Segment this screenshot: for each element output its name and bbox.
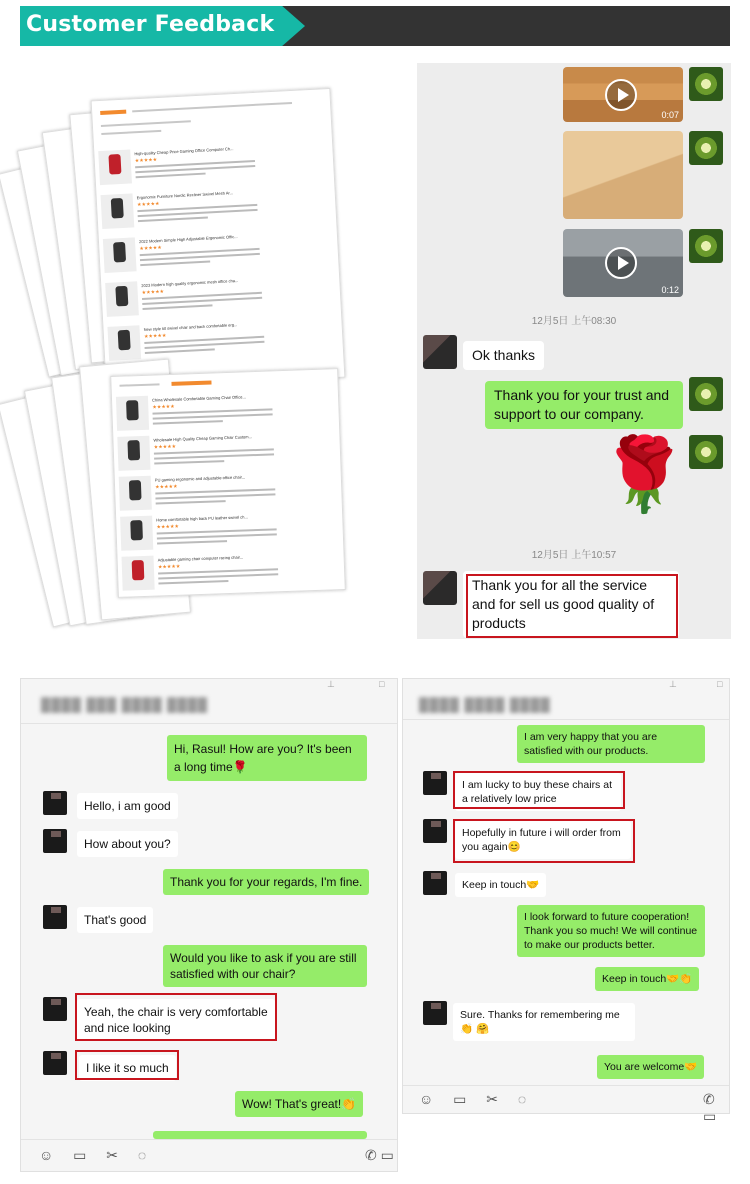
- image-message[interactable]: [563, 131, 683, 219]
- video-duration: 0:07: [661, 110, 679, 120]
- rating-stars: ★★★★★: [134, 157, 158, 165]
- highlight-box: [466, 574, 678, 638]
- product-title: High-quality Cheap Price Gaming Office Computer Ch...: [134, 146, 234, 157]
- avatar: [43, 905, 67, 929]
- avatar: [423, 571, 457, 605]
- avatar: [423, 335, 457, 369]
- document-sheet-front: [110, 368, 346, 598]
- avatar: [689, 67, 723, 101]
- avatar: [43, 791, 67, 815]
- chat-message: Hi, Rasul! How are you? It's been a long time🌹: [167, 735, 367, 781]
- avatar: [43, 829, 67, 853]
- play-icon[interactable]: [605, 247, 637, 279]
- product-title: New style tilt swivel chair and back comfortable erg...: [143, 322, 238, 333]
- timestamp: 12月5日 上午10:57: [531, 550, 617, 561]
- highlight-box: [75, 993, 277, 1041]
- chat-message: You are welcome🤝: [597, 1055, 704, 1079]
- chat-message: Would you like to ask if you are still satisfied with our chair?: [163, 945, 367, 987]
- rating-stars: ★★★★★: [157, 563, 181, 571]
- document-sheet-front: [91, 88, 346, 390]
- chat-message: I look forward to future cooperation! Thank you so much! We will continue to make our products better.: [517, 905, 705, 957]
- pin-icon[interactable]: ⊥: [669, 679, 677, 689]
- input-toolbar[interactable]: ☺ ▭ ✂ ◌: [419, 1091, 535, 1107]
- chat-message: Ok thanks: [463, 341, 544, 370]
- chat-window-left: [20, 678, 398, 1172]
- avatar: [689, 131, 723, 165]
- avatar: [689, 377, 723, 411]
- rating-stars: ★★★★★: [139, 244, 162, 253]
- avatar: [43, 1051, 67, 1075]
- window-title: ████ ███ ████ ████: [41, 697, 208, 712]
- chat-message: I am very happy that you are satisfied with our products.: [517, 725, 705, 763]
- chat-message: Keep in touch🤝: [455, 873, 546, 897]
- chat-message: That's good: [77, 907, 153, 933]
- chat-message: I like it so much: [79, 1055, 176, 1081]
- chat-message: Hello, i am good: [77, 793, 178, 819]
- chat-message: Hopefully in future i will order from you again😊: [455, 821, 631, 859]
- play-icon[interactable]: [605, 79, 637, 111]
- call-icon[interactable]: ✆ ▭: [703, 1091, 717, 1124]
- product-title: Adjustable gaming chair computer racing chair...: [157, 554, 244, 563]
- timestamp: 12月5日 上午08:30: [531, 316, 617, 327]
- avatar: [689, 435, 723, 469]
- rating-stars: ★★★★★: [152, 403, 175, 411]
- chat-message: Sure. Thanks for remembering me👏 🤗: [453, 1003, 635, 1041]
- avatar: [43, 997, 67, 1021]
- window-title: ████ ████ ████: [419, 697, 551, 712]
- chat-message: Thank you for your trust and support to our company.: [485, 381, 683, 429]
- maximize-icon[interactable]: □: [379, 679, 385, 689]
- avatar: [423, 1001, 447, 1025]
- rating-stars: ★★★★★: [141, 288, 165, 297]
- avatar: [689, 229, 723, 263]
- chat-message: Thank you for your regards, I'm fine.: [163, 869, 369, 895]
- input-toolbar[interactable]: ☺ ▭ ✂ ◌: [39, 1147, 155, 1163]
- chat-message-partial: [153, 1131, 367, 1139]
- product-title: Wholesale High Quality Cheap Gaming Chair Custom...: [153, 434, 252, 443]
- highlight-box: [75, 1050, 179, 1080]
- product-title: Home comfortable high back PU leather swivel ch...: [156, 514, 248, 523]
- product-title: 2022 Modern Simple High Adjustable Ergonomic Offic...: [138, 233, 238, 245]
- avatar: [423, 871, 447, 895]
- call-icon[interactable]: ✆ ▭: [365, 1147, 394, 1163]
- rose-sticker: 🌹: [599, 435, 689, 515]
- highlight-box: [453, 819, 635, 863]
- page-title: Customer Feedback: [26, 12, 275, 37]
- chat-message: How about you?: [77, 831, 178, 857]
- avatar: [423, 771, 447, 795]
- rating-stars: ★★★★★: [153, 443, 177, 451]
- video-duration: 0:12: [661, 285, 679, 295]
- chat-message: Thank you for all the service and for sell us good quality of products: [463, 571, 679, 638]
- product-title: Ergonomic Furniture Nordic Recliner Swivel Mesh Ar...: [136, 190, 233, 201]
- header-banner: [20, 6, 730, 46]
- product-title: PU gaming ergonomic and adjustable office chair...: [154, 474, 246, 483]
- rating-stars: ★★★★★: [143, 332, 167, 341]
- maximize-icon[interactable]: □: [717, 679, 723, 689]
- product-title: China Wholesale Comfortable Gaming Chair Office...: [151, 394, 246, 403]
- rating-stars: ★★★★★: [155, 483, 178, 491]
- phone-chat-screenshot: [417, 63, 731, 639]
- pin-icon[interactable]: ⊥: [327, 679, 335, 689]
- chat-window-right: [402, 678, 730, 1124]
- product-title: 2023 Modern high quality ergonomic mesh office cha...: [141, 277, 239, 289]
- rating-stars: ★★★★★: [136, 201, 160, 209]
- chat-message: Yeah, the chair is very comfortable and nice looking: [77, 999, 275, 1041]
- feedback-documents: [18, 80, 348, 640]
- chat-message: I am lucky to buy these chairs at a relatively low price: [455, 773, 621, 811]
- chat-message: Keep in touch🤝👏: [595, 967, 699, 991]
- highlight-box: [453, 771, 625, 809]
- video-message[interactable]: [563, 67, 683, 122]
- avatar: [423, 819, 447, 843]
- rating-stars: ★★★★★: [156, 523, 180, 531]
- video-message[interactable]: [563, 229, 683, 297]
- chat-message: Wow! That's great!👏: [235, 1091, 363, 1117]
